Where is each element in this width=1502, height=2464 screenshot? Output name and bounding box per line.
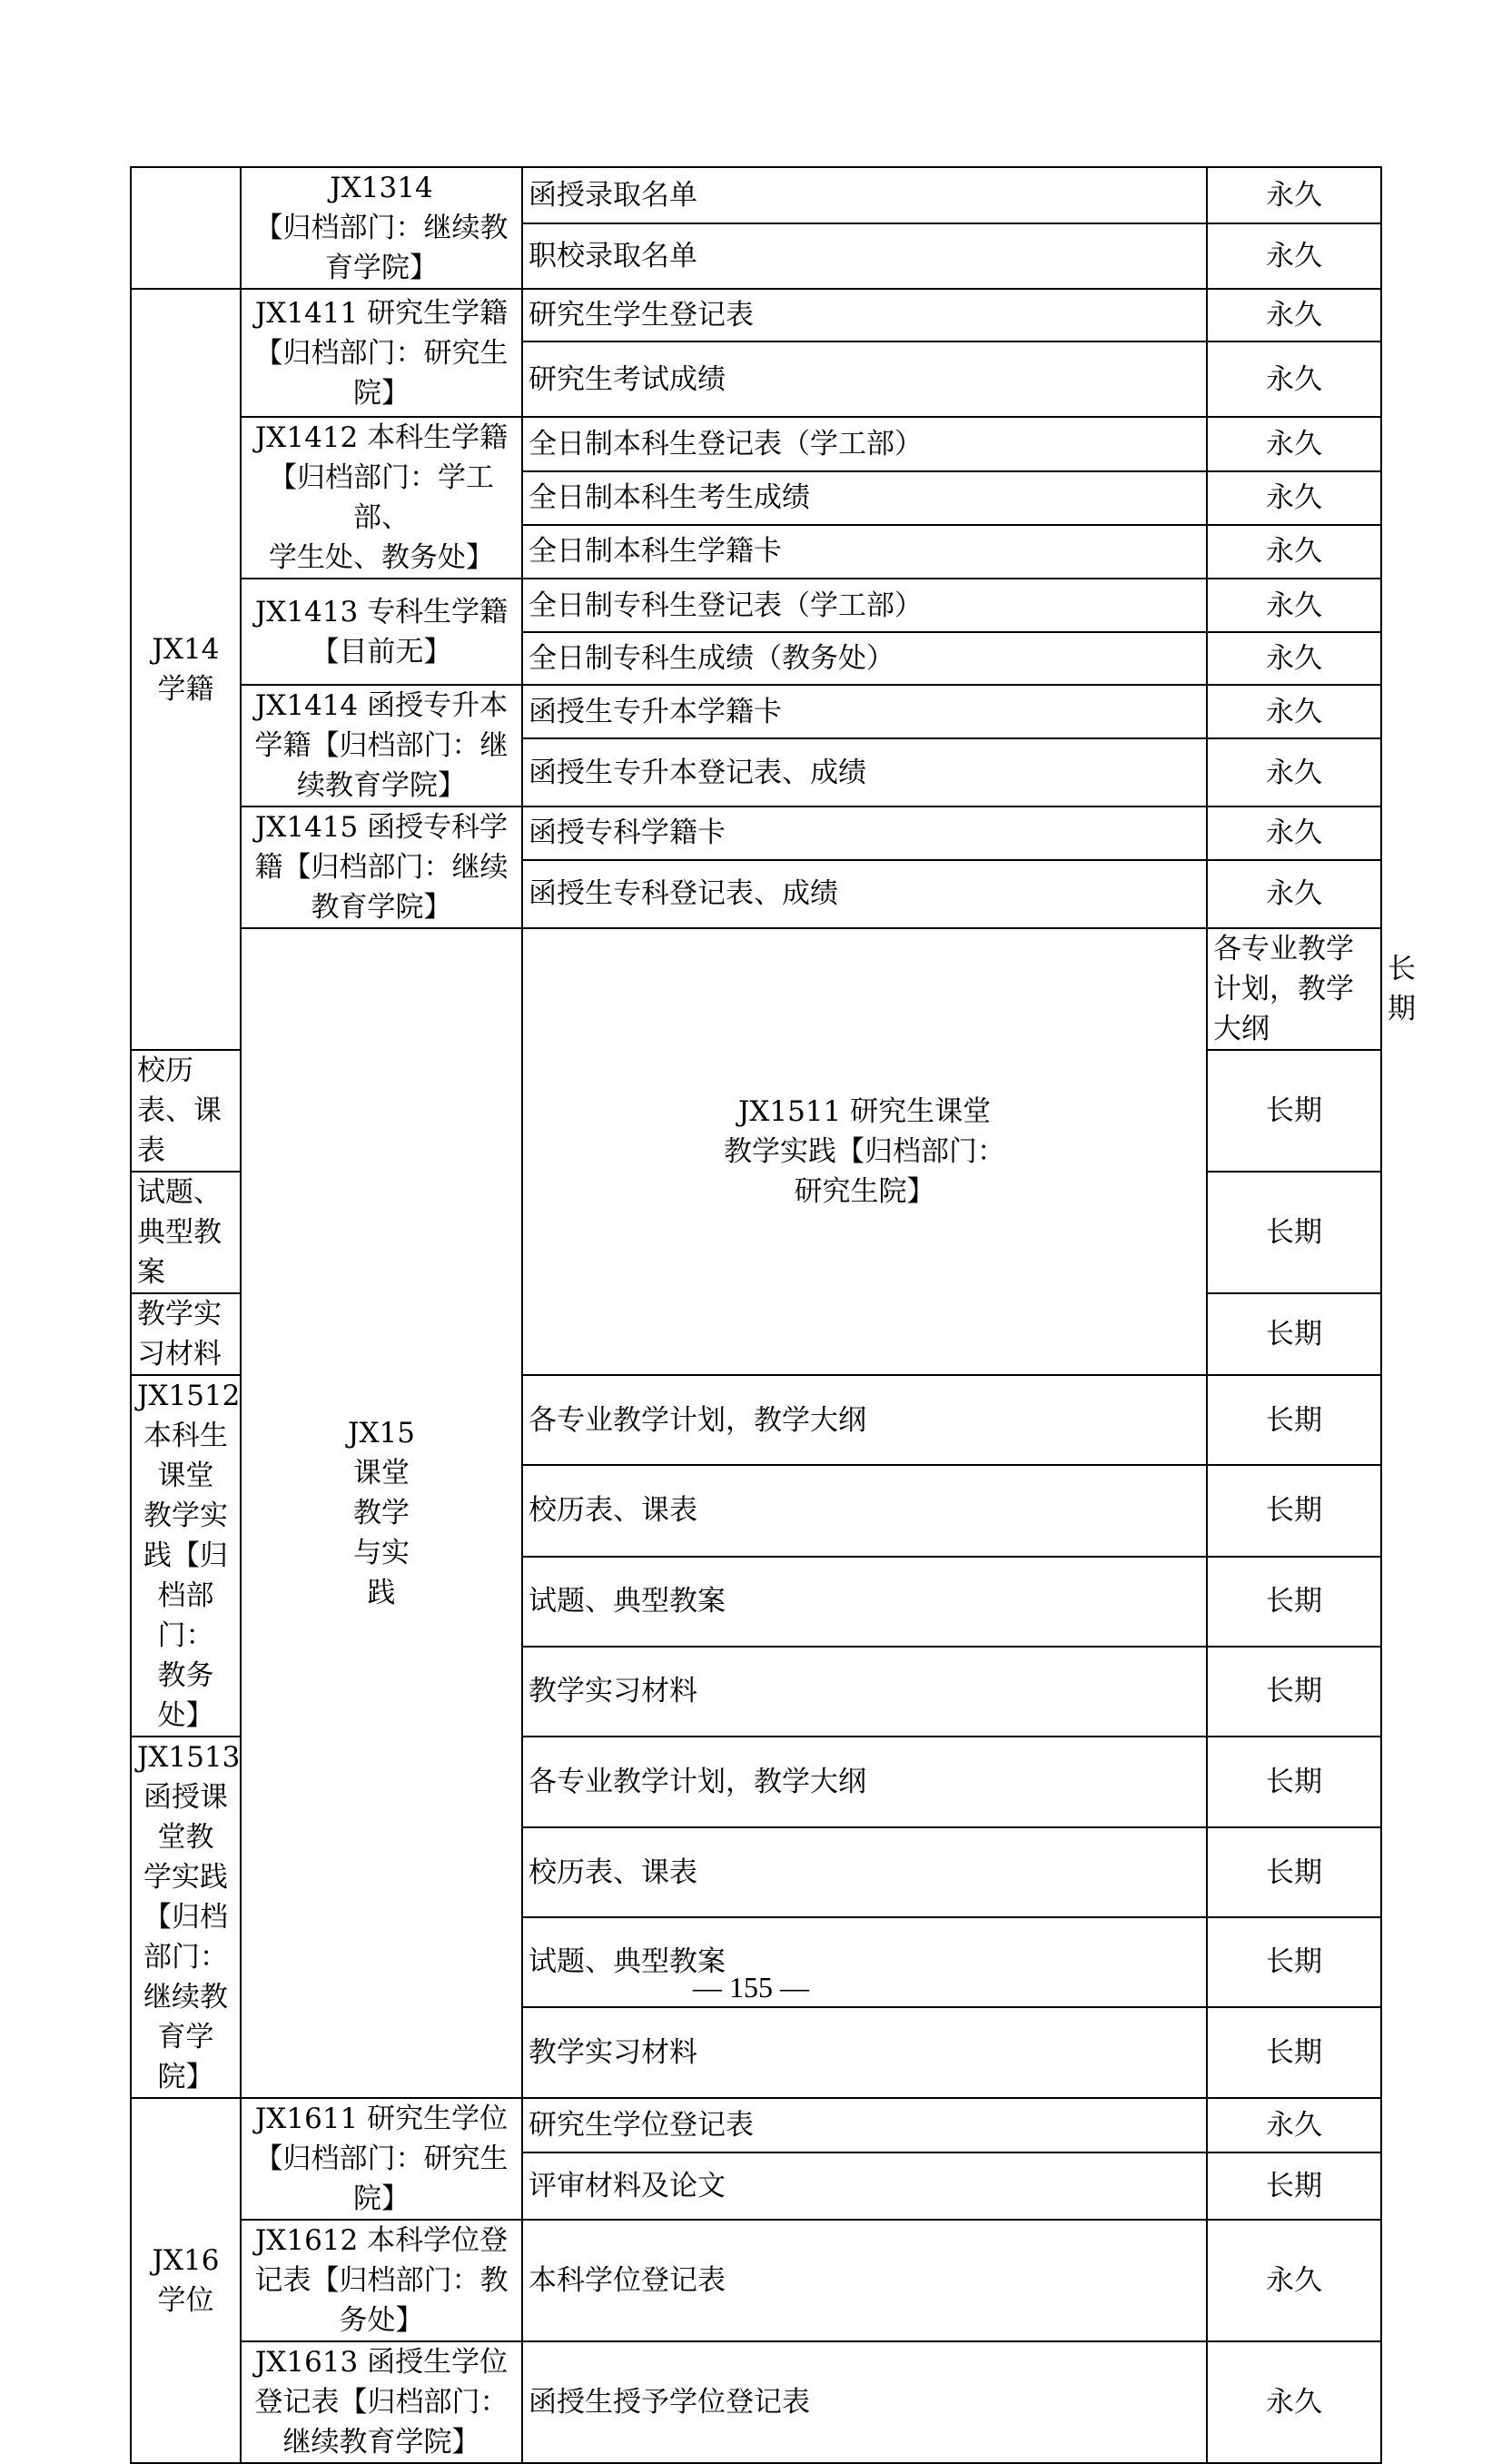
retention-period: 永久 xyxy=(1207,417,1381,471)
retention-period: 永久 xyxy=(1207,685,1381,738)
retention-period: 长期 xyxy=(1207,2152,1381,2220)
category-cell: JX14 学籍 xyxy=(131,289,241,1050)
item-cell: 校历表、课表 xyxy=(522,1827,1207,1917)
retention-period: 长期 xyxy=(1207,1557,1381,1647)
category-cell: JX15 课堂 教学 与实 践 xyxy=(241,928,522,2098)
retention-period: 永久 xyxy=(1207,2220,1381,2341)
retention-period: 长期 xyxy=(1207,2007,1381,2098)
item-cell: 函授生专升本登记表、成绩 xyxy=(522,738,1207,806)
item-cell: 函授生专科登记表、成绩 xyxy=(522,860,1207,928)
subcategory-cell: JX1413 专科生学籍 【目前无】 xyxy=(241,579,522,685)
item-cell: 教学实习材料 xyxy=(522,1647,1207,1737)
item-cell: 全日制专科生登记表（学工部） xyxy=(522,579,1207,632)
retention-period: 永久 xyxy=(1207,2341,1381,2463)
item-cell: 本科学位登记表 xyxy=(522,2220,1207,2341)
subcategory-cell: JX1511 研究生课堂 教学实践【归档部门： 研究生院】 xyxy=(522,928,1207,1375)
item-cell: 教学实习材料 xyxy=(131,1293,241,1375)
retention-period: 永久 xyxy=(1207,223,1381,289)
item-cell: 试题、典型教案 xyxy=(522,1557,1207,1647)
retention-period: 永久 xyxy=(1207,341,1381,417)
retention-period: 长期 xyxy=(1207,1647,1381,1737)
category-cell: JX16 学位 xyxy=(131,2098,241,2463)
retention-period: 长期 xyxy=(1207,1737,1381,1827)
retention-period: 永久 xyxy=(1207,738,1381,806)
subcategory-cell: JX1612 本科学位登 记表【归档部门：教 务处】 xyxy=(241,2220,522,2341)
retention-period: 长期 xyxy=(1207,1293,1381,1375)
retention-period: 长期 xyxy=(1207,1172,1381,1293)
page-number: — 155 — xyxy=(693,1971,809,2004)
retention-period: 长期 xyxy=(1207,1375,1381,1465)
category-cell xyxy=(131,167,241,289)
item-cell: 函授专科学籍卡 xyxy=(522,806,1207,860)
item-cell: 各专业教学计划，教学大纲 xyxy=(522,1737,1207,1827)
retention-period: 长期 xyxy=(1207,1917,1381,2007)
item-cell: 研究生学生登记表 xyxy=(522,289,1207,341)
subcategory-cell: JX1611 研究生学位 【归档部门：研究生 院】 xyxy=(241,2098,522,2220)
item-cell: 各专业教学计划，教学大纲 xyxy=(522,1375,1207,1465)
item-cell: 校历表、课表 xyxy=(131,1050,241,1172)
retention-period: 长期 xyxy=(1207,1050,1381,1172)
item-cell: 全日制本科生登记表（学工部） xyxy=(522,417,1207,471)
item-cell: 函授生授予学位登记表 xyxy=(522,2341,1207,2463)
item-cell: 全日制本科生学籍卡 xyxy=(522,525,1207,579)
retention-period: 永久 xyxy=(1207,471,1381,525)
retention-period: 长期 xyxy=(1207,1827,1381,1917)
item-cell: 试题、典型教案 xyxy=(522,1917,1207,2007)
subcategory-cell: JX1513 函授课堂教 学实践【归档部门： 继续教育学院】 xyxy=(131,1737,241,2098)
retention-period: 长期 xyxy=(1207,1465,1381,1557)
subcategory-cell: JX1613 函授生学位 登记表【归档部门： 继续教育学院】 xyxy=(241,2341,522,2463)
item-cell: 全日制本科生考生成绩 xyxy=(522,471,1207,525)
item-cell: 函授录取名单 xyxy=(522,167,1207,223)
item-cell: 评审材料及论文 xyxy=(522,2152,1207,2220)
item-cell: 研究生考试成绩 xyxy=(522,341,1207,417)
retention-period: 永久 xyxy=(1207,2098,1381,2152)
item-cell: 职校录取名单 xyxy=(522,223,1207,289)
retention-period: 永久 xyxy=(1207,632,1381,685)
item-cell: 教学实习材料 xyxy=(522,2007,1207,2098)
retention-period: 永久 xyxy=(1207,289,1381,341)
subcategory-cell: JX1314 【归档部门：继续教 育学院】 xyxy=(241,167,522,289)
subcategory-cell: JX1415 函授专科学 籍【归档部门：继续 教育学院】 xyxy=(241,806,522,928)
retention-period: 永久 xyxy=(1207,579,1381,632)
archive-retention-table: JX1314 【归档部门：继续教 育学院】 函授录取名单 永久 职校录取名单 永久 JX14 学籍 JX1411 研究生学籍 【归档部门：研究生 院】 研究生学生登记表 永久 研究生考试成绩 永久 JX1412 本科生学籍 【归档部门：学工部、 学生处、教务处】 全日制本科生登记表（学工部） 永久 全日制本科生考生成绩 永久 全日制本科生学籍卡 永久 JX1413 专科生学籍 【目前无】 全日制专科生登记表（学工部） 永久 全日制专科生成绩（教务处） 永久 JX1414 函授专升本 学籍【归档部门：继 续教育学院】 函授生专升本学籍卡 永久 函授生专升本登记表、成绩 永久 JX1415 函授专科学 籍【归档部门：继续 教育学院】 函授专科学籍卡 永久 函授生专科登记表、成绩 永久 JX15 课堂 教学 与实 践 JX1511 研究生课堂 教学实践【归档部门： 研究生院】 各专业教学计划，教学大纲 长期 校历表、课表 长期 试题、典型教案 长期 教学实习材料 长期 JX1512 本科生课堂 教学实践【归档部门： 教务处】 各专业教学计划，教学大纲 长期 校历表、课表 长期 试题、典型教案 长期 教学实习材料 长期 JX1513 函授课堂教 学实践【归档部门： 继续教育学院】 各专业教学计划，教学大纲 长期 校历表、课表 长期 试题、典型教案 长期 教学实习材料 长期 JX16 学位 JX1611 研究生学位 【归档部门：研究生 院】 研究生学位登记表 永久 评审材料及论文 长期 JX1612 本科学位登 记表【归档部门：教 务处】 本科学位登记表 永久 JX1613 函授生学位 登记表【归档部门： 继续教育学院】 函授生授予学位登记表 永久 xyxy=(130,166,1382,2464)
retention-period: 永久 xyxy=(1207,806,1381,860)
subcategory-cell: JX1414 函授专升本 学籍【归档部门：继 续教育学院】 xyxy=(241,685,522,806)
retention-period: 永久 xyxy=(1207,525,1381,579)
retention-period: 永久 xyxy=(1207,167,1381,223)
item-cell: 校历表、课表 xyxy=(522,1465,1207,1557)
item-cell: 各专业教学计划，教学大纲 xyxy=(1207,928,1381,1050)
item-cell: 全日制专科生成绩（教务处） xyxy=(522,632,1207,685)
retention-period: 永久 xyxy=(1207,860,1381,928)
item-cell: 试题、典型教案 xyxy=(131,1172,241,1293)
subcategory-cell: JX1412 本科生学籍 【归档部门：学工部、 学生处、教务处】 xyxy=(241,417,522,579)
subcategory-cell: JX1512 本科生课堂 教学实践【归档部门： 教务处】 xyxy=(131,1375,241,1737)
subcategory-cell: JX1411 研究生学籍 【归档部门：研究生 院】 xyxy=(241,289,522,417)
item-cell: 函授生专升本学籍卡 xyxy=(522,685,1207,738)
item-cell: 研究生学位登记表 xyxy=(522,2098,1207,2152)
